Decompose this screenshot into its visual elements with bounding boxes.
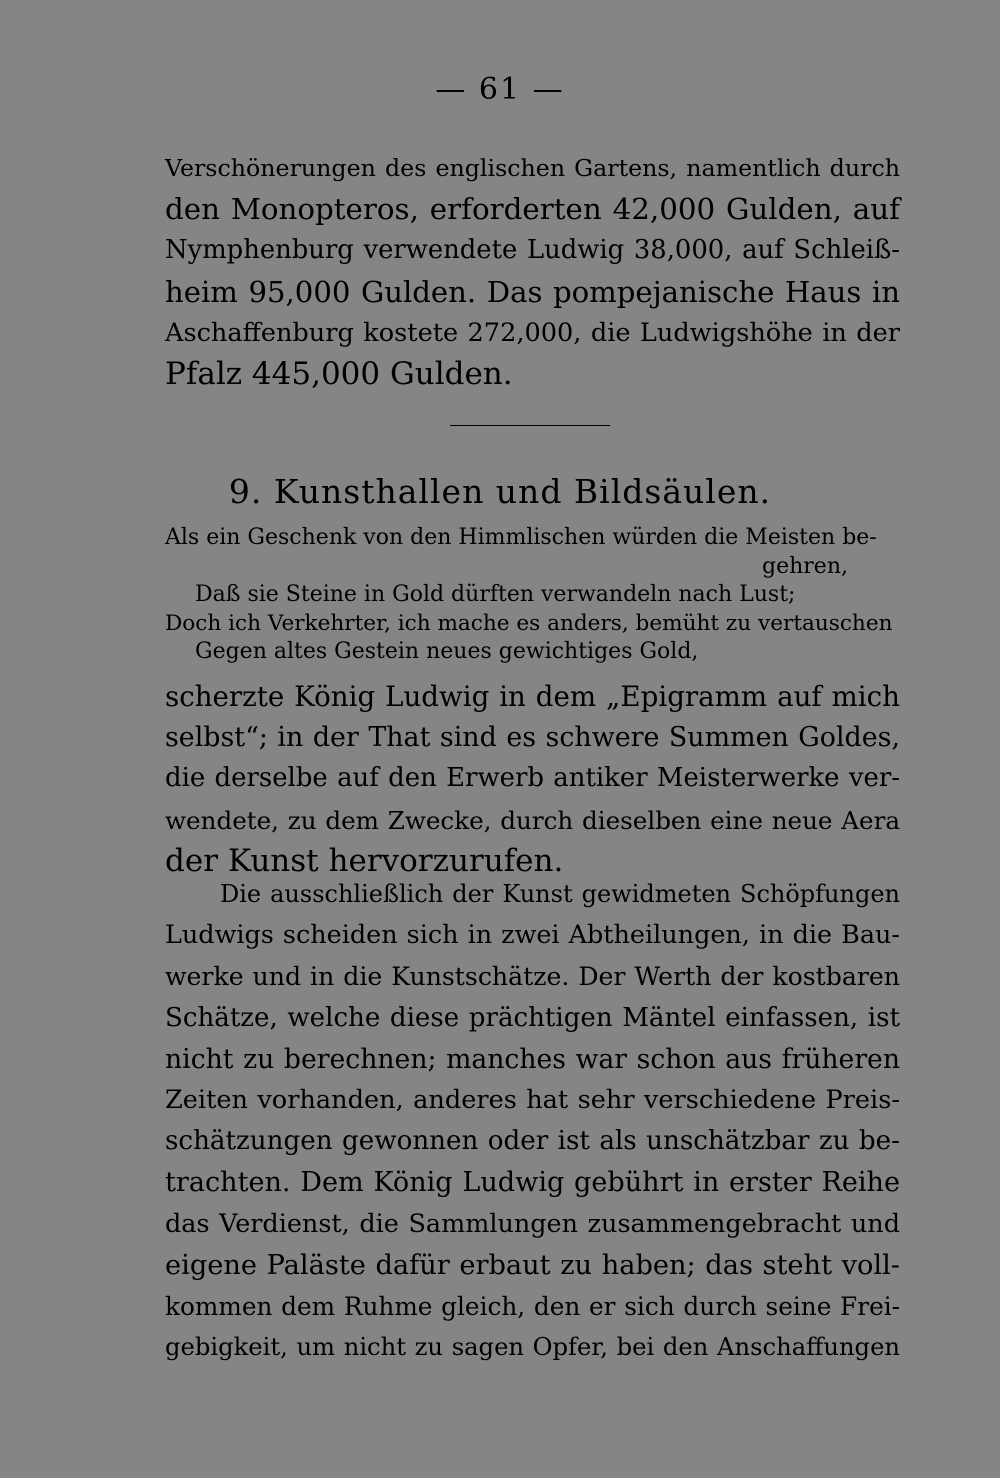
- text-line: Die ausschließlich der Kunst gewidmeten Schöpfungen: [220, 880, 900, 908]
- text-line: werke und in die Kunstschätze. Der Werth der kostbaren: [165, 962, 900, 992]
- page-number: — 61 —: [435, 72, 565, 107]
- paragraph-2: [165, 676, 900, 882]
- verse-line: Daß sie Steine in Gold dürften verwandeln nach Lust;: [195, 582, 796, 607]
- text-line: Ludwigs scheiden sich in zwei Abtheilungen, in die Bau-: [165, 920, 900, 951]
- verse-line: Doch ich Verkehrter, ich mache es anders, bemüht zu vertauschen: [165, 610, 893, 636]
- text-line: Verschönerungen des englischen Gartens, namentlich durch: [165, 154, 900, 182]
- verse-line: Als ein Geschenk von den Himmlischen würden die Meisten be-: [165, 525, 877, 550]
- paragraph-3: [165, 874, 900, 1368]
- paragraph-1: [165, 148, 900, 395]
- text-line: wendete, zu dem Zwecke, durch dieselben eine neue Aera: [165, 805, 900, 835]
- verse-line: Gegen altes Gestein neues gewichtiges Gold,: [195, 639, 699, 664]
- text-line: gebigkeit, um nicht zu sagen Opfer, bei den Anschaffungen: [165, 1333, 900, 1362]
- text-line: trachten. Dem König Ludwig gebührt in erster Reihe: [165, 1167, 900, 1199]
- text-line: Aschaffenburg kostete 272,000, die Ludwigshöhe in der: [165, 317, 900, 348]
- text-line: eigene Paläste dafür erbaut zu haben; das steht voll-: [165, 1249, 900, 1281]
- text-line: schätzungen gewonnen oder ist als unschätzbar zu be-: [165, 1126, 900, 1157]
- text-line: die derselbe auf den Erwerb antiker Meisterwerke ver-: [165, 763, 900, 794]
- text-line: Nymphenburg verwendete Ludwig 38,000, auf Schleiß-: [165, 235, 900, 266]
- text-line: scherzte König Ludwig in dem „Epigramm auf mich: [165, 680, 900, 713]
- text-line: der Kunst hervorzurufen.: [165, 842, 564, 879]
- text-line: selbst“; in der That sind es schwere Summen Goldes,: [165, 722, 900, 754]
- section-divider: [450, 425, 610, 426]
- section-heading: 9. Kunsthallen und Bildsäulen.: [228, 472, 772, 511]
- text-line: Schätze, welche diese prächtigen Mäntel einfassen, ist: [165, 1002, 900, 1033]
- text-line: heim 95,000 Gulden. Das pompejanische Haus in: [165, 274, 900, 309]
- text-line: den Monopteros, erforderten 42,000 Gulden, auf: [165, 192, 900, 227]
- epigram-verse: [165, 524, 900, 667]
- text-line: kommen dem Ruhme gleich, den er sich durch seine Frei-: [165, 1292, 900, 1322]
- text-line: das Verdienst, die Sammlungen zusammengebracht und: [165, 1208, 900, 1239]
- verse-line: gehren,: [762, 553, 848, 579]
- text-line: nicht zu berechnen; manches war schon aus früheren: [165, 1043, 900, 1075]
- text-line: Pfalz 445,000 Gulden.: [165, 356, 513, 393]
- text-line: Zeiten vorhanden, anderes hat sehr verschiedene Preis-: [165, 1085, 900, 1116]
